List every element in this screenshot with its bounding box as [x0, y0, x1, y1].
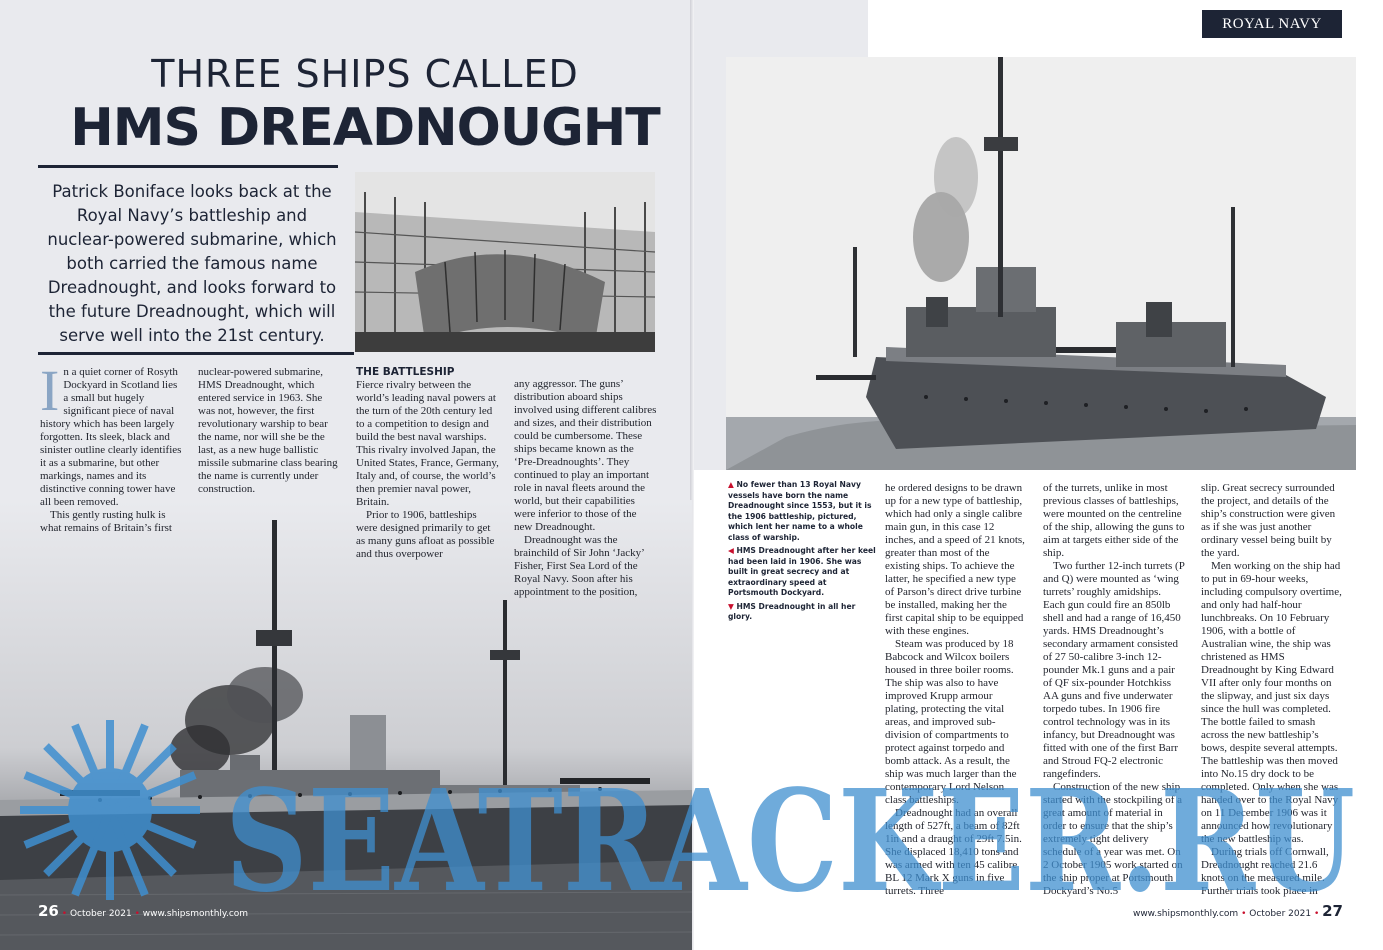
headline-rule	[38, 165, 338, 168]
folio-date: October 2021	[1249, 909, 1312, 919]
article-paragraph: Construction of the new ship started with the stockpiling of a great amount of material in order to ensure that the ship’s extremely tight delivery schedule of a year was met. On 2 October 1905 work started on the ship proper at Portsmouth Dockyard’s No.5	[1043, 781, 1183, 897]
article-column-4	[514, 378, 657, 599]
article-paragraph: Men working on the ship had to put in 69-hour weeks, including compulsory overtime, and only had half-hour lunchbreaks. On 10 February 1906, with a bottle of Australian wine, the ship was christened as HMS Dreadnought by King Edward VII after only four months on the slipway, and just six days since the hull was completed. The bottle failed to smash across the new battleship’s bows, despite several attempts. The battleship was then moved into No.15 dry dock to be completed. Only when she was handed over to the Royal Navy on 11 December 1906 was it announced how revolutionary the new battleship was.	[1201, 560, 1342, 845]
caption-text: HMS Dreadnought after her keel had been laid in 1906. She was built in great secrecy and at extraordinary speed at Portsmouth Dockyard.	[728, 546, 876, 597]
article-paragraph: During trials off Cornwall, Dreadnought reached 21.6 knots on the measured mile. Further trials took place in	[1201, 846, 1329, 897]
folio-site: www.shipsmonthly.com	[142, 909, 249, 919]
article-paragraph: he ordered designs to be drawn up for a new type of battleship, which had only a single calibre main gun, in this case 12 inches, and a speed of 21 knots, greater than most of the existing ships. To achieve the latter, he specified a new type of Parson’s direct drive turbine be installed, making her the first capital ship to be equipped with these engines.	[885, 482, 1025, 637]
caption-arrow-down-icon: ▼	[728, 601, 734, 611]
photo-keel-construction	[355, 172, 655, 352]
article-paragraph: nuclear-powered submarine, HMS Dreadnought, which entered service in 1963. She was not, however, the first revolutionary warship to bear the name, nor will she be the last, as a new huge ballistic missile submarine class bearing the name is currently under construction.	[198, 366, 338, 495]
standfirst: Patrick Boniface looks back at the Royal Navy’s battleship and nuclear-powered submarine, which both carried the famous name Dreadnought, and looks forward to the future Dreadnought, which will serve well into the 21st century.	[47, 182, 337, 345]
article-column-1	[40, 358, 183, 535]
article-paragraph: Two further 12-inch turrets (P and Q) were mounted as ‘wing turrets’ roughly amidships. Each gun could fire an 850lb shell and had a range of 16,450 yards. HMS Dreadnought’s secondary armament consisted of 27 50-calibre 3-inch 12-pounder Mk.1 guns and a pair of QF six-pounder Hotchkiss AA guns and five underwater torpedo tubes. In 1906 fire control technology was in its infancy, but Dreadnought was fitted with one of the first Barr and Stroud FQ-2 electronic rangefinders.	[1043, 560, 1185, 780]
article-paragraph: any aggressor. The guns’ distribution aboard ships involved using different calibres and sizes, and their distribution could be cumbersome. These ships became known as the ‘Pre-Dreadnoughts’. They continued to play an important role in naval fleets around the world, but their capabilities were inferior to those of the new Dreadnought.	[514, 378, 657, 533]
article-column-5	[885, 482, 1027, 898]
article-paragraph: Fierce rivalry between the world’s leading naval powers at the turn of the 20th century led to a competition to design and build the best naval warships. This rivalry involved Japan, the United States, France, Germany, Italy and, of course, the world’s then premier naval power, Britain.	[356, 379, 499, 508]
article-column-2	[198, 366, 341, 496]
caption-arrow-left-icon: ◀	[728, 546, 734, 555]
section-subhead: THE BATTLESHIP	[356, 366, 455, 378]
article-paragraph: This gently rusting hulk is what remains of Britain’s first	[40, 509, 172, 534]
article-column-3	[356, 366, 499, 561]
article-paragraph: of the turrets, unlike in most previous classes of battleships, were mounted on the centreline of the ship, allowing the guns to aim at targets either side of the ship.	[1043, 482, 1185, 559]
section-tag: ROYAL NAVY	[1202, 10, 1342, 38]
article-column-7	[1201, 482, 1343, 898]
page-number: 26	[38, 902, 59, 920]
headline-line-1: THREE SHIPS CALLED	[151, 52, 579, 96]
folio-date: October 2021	[69, 909, 132, 919]
article-column-6	[1043, 482, 1185, 898]
caption-text: No fewer than 13 Royal Navy vessels have born the name Dreadnought since 1553, but it is the 1906 battleship, pictured, which lent her name to a whole class of warship.	[728, 480, 872, 542]
folio-left: 26 • October 2021 • www.shipsmonthly.com	[38, 902, 249, 920]
caption-arrow-up-icon: ▲	[728, 480, 734, 489]
article-dropcap: I	[40, 358, 60, 423]
article-paragraph: Dreadnought was the brainchild of Sir John ‘Jacky’ Fisher, First Sea Lord of the Royal Navy. Soon after his appointment to the position,	[514, 534, 644, 598]
folio-right: www.shipsmonthly.com • October 2021 • 27	[1132, 902, 1343, 920]
article-paragraph: Dreadnought had an overall length of 527ft, a beam of 82ft 1in and a draught of 29ft 7.5in. She displaced 18,410 tons and was armed with ten 45 calibre BL 12 Mark X guns in five turrets. Three	[885, 807, 1022, 897]
page-number: 27	[1322, 902, 1343, 920]
photo-captions	[728, 480, 876, 626]
article-paragraph: n a quiet corner of Rosyth Dockyard in Scotland lies a small but hugely significant piece of naval history which has been largely forgotten. Its sleek, black and sinister outline clearly identifies it as a submarine, but other markings, names and its distinctive conning tower have all been removed.	[40, 366, 182, 508]
photo-dreadnought-at-sea	[726, 57, 1356, 470]
headline-line-2: HMS DREADNOUGHT	[70, 98, 660, 158]
caption-text: HMS Dreadnought in all her glory.	[728, 601, 856, 621]
article-paragraph: Steam was produced by 18 Babcock and Wilcox boilers housed in three boiler rooms. The ship was also to have improved Krupp armour plating, protecting the vital areas, and improved sub-division of compartments to protect against torpedo and bomb attack. As a result, the ship was much larger than the contemporary Lord Nelson class battleships.	[885, 638, 1017, 806]
article-paragraph: Prior to 1906, battleships were designed primarily to get as many guns afloat as possible and thus overpower	[356, 509, 495, 560]
watermark-text: SEATRACKER.RU	[225, 760, 1355, 924]
article-paragraph: slip. Great secrecy surrounded the project, and details of the ship’s construction were given as if she was just another ordinary vessel being built by the yard.	[1201, 482, 1336, 559]
folio-site: www.shipsmonthly.com	[1132, 909, 1239, 919]
standfirst-rule	[38, 352, 354, 355]
